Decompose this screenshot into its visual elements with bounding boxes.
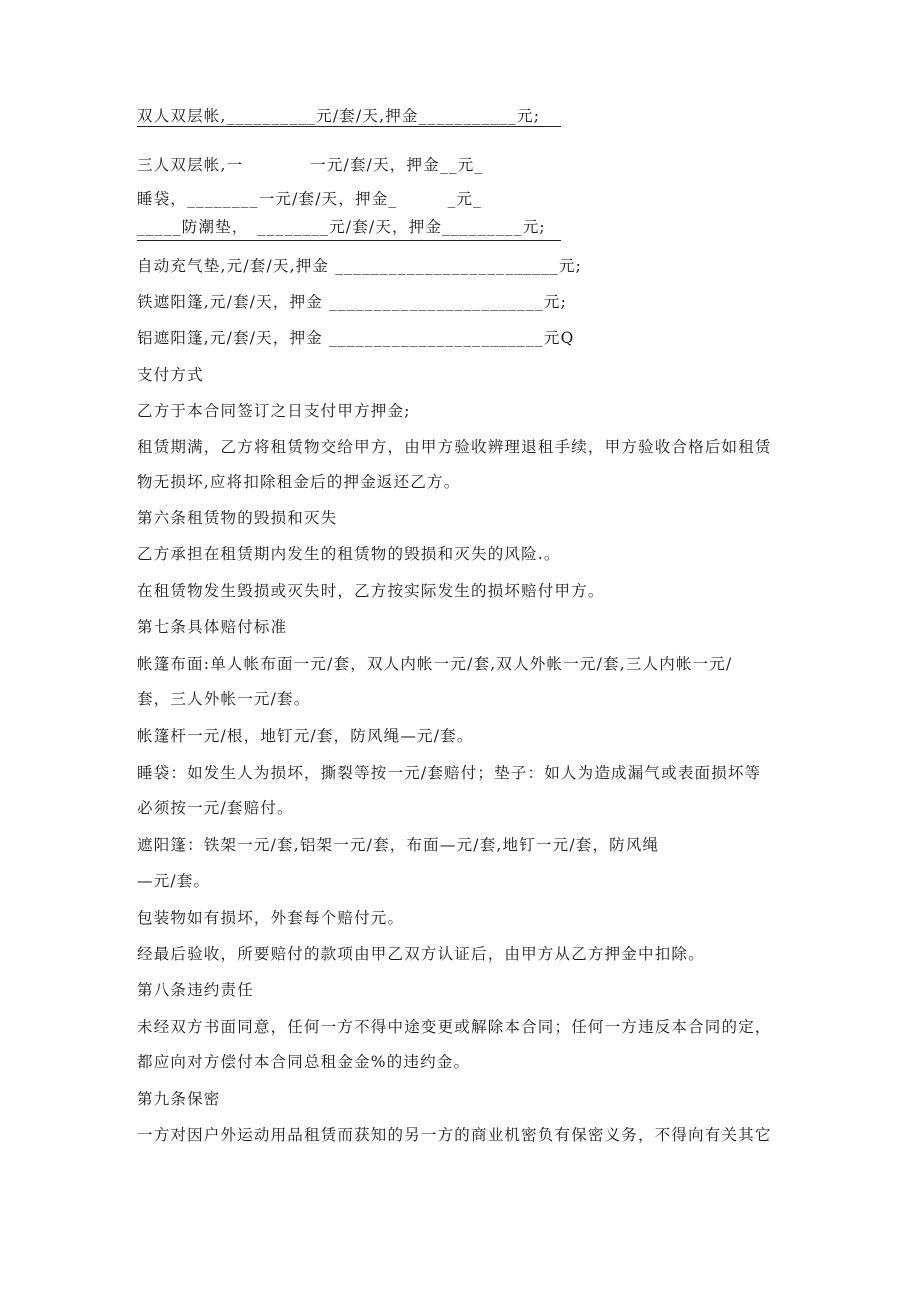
section-heading: 支付方式 — [137, 366, 204, 384]
text-line: —元/套。 — [137, 872, 211, 890]
text-line: 在租赁物发生毁损或灭失时，乙方按实际发生的损坏赔付甲方。 — [137, 582, 605, 600]
text-line: 包装物如有损坏，外套每个赔付元。 — [137, 909, 405, 927]
section-heading: 第六条租赁物的毁损和灭失 — [137, 509, 338, 527]
text-line: 铁遮阳篷,元/套/天，押金 ________________________元; — [137, 293, 568, 311]
section-heading: 第九条保密 — [137, 1090, 221, 1108]
text-line: 必须按一元/套赔付。 — [137, 799, 294, 817]
text-line: 一方对因户外运动用品租赁而获知的另一方的商业机密负有保密义务，不得向有关其它 — [137, 1126, 772, 1144]
text-line: 铝遮阳篷,元/套/天，押金 ________________________元Q — [137, 329, 575, 347]
text-line: 帐篷杆一元/根，地钉元/套，防风绳—元/套。 — [137, 727, 474, 745]
section-heading: 第七条具体赔付标准 — [137, 618, 288, 636]
text-line: 未经双方书面同意，任何一方不得中途变更或解除本合同；任何一方违反本合同的定， — [137, 1018, 772, 1036]
text-line: 套，三人外帐一元/套。 — [137, 690, 311, 708]
text-line: 睡袋，________一元/套/天，押金_ _元_ — [137, 190, 483, 208]
text-line: 经最后验收，所要赔付的款项由甲乙双方认证后，由甲方从乙方押金中扣除。 — [137, 945, 705, 963]
text-line: 乙方承担在租赁期内发生的租赁物的毁损和灭失的风险.。 — [137, 545, 561, 563]
text-line: 遮阳篷：铁架一元/套,铝架一元/套，布面—元/套,地钉一元/套，防风绳 — [137, 836, 660, 854]
underline-rule — [137, 240, 561, 241]
text-line: 自动充气垫,元/套/天,押金 _________________________元; — [137, 257, 583, 275]
text-line: _____防潮垫， ________元/套/天，押金_________元; — [137, 218, 546, 236]
section-heading: 第八条违约责任 — [137, 981, 254, 999]
text-line: 都应向对方偿付本合同总租金金%的违约金。 — [137, 1053, 471, 1071]
text-line: 帐篷布面:单人帐布面一元/套，双人内帐一元/套,双人外帐一元/套,三人内帐一元/ — [137, 655, 733, 673]
text-line: 乙方于本合同签订之日支付甲方押金; — [137, 402, 411, 420]
text-line: 物无损坏,应将扣除租金后的押金返还乙方。 — [137, 473, 461, 491]
text-line: 睡袋：如发生人为损坏，撕裂等按一元/套赔付；垫子：如人为造成漏气或表面损坏等 — [137, 764, 762, 782]
text-line: 三人双层帐,一 一元/套/天，押金__元_ — [137, 156, 484, 174]
underline-rule — [137, 126, 561, 127]
text-line: 双人双层帐,__________元/套/天,押金___________元; — [137, 107, 541, 125]
text-line: 租赁期满，乙方将租赁物交给甲方，由甲方验收辨理退租手续，甲方验收合格后如租赁 — [137, 438, 772, 456]
